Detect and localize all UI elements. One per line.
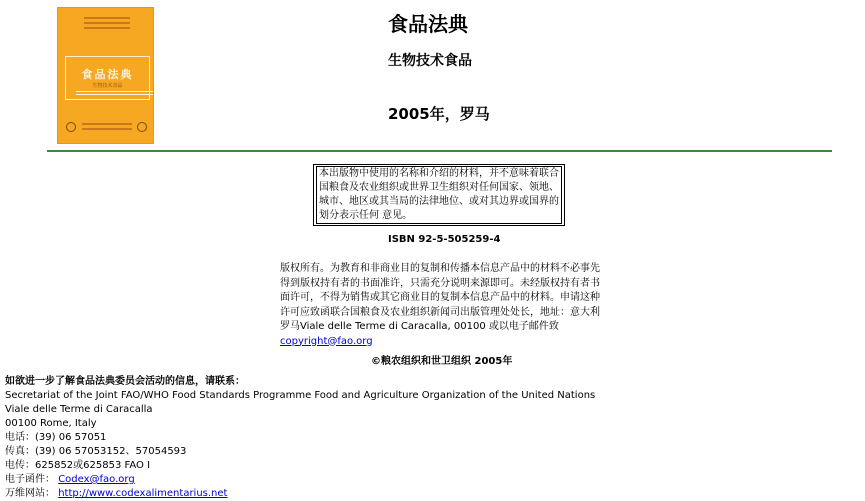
cover-title-band (65, 56, 150, 100)
page-title: 食品法典 (388, 12, 468, 36)
contact-telex-row (5, 459, 625, 473)
cover-footer-lines (82, 123, 132, 133)
fao-logo-icon (66, 122, 76, 132)
rights-text: 版权所有。为教育和非商业目的复制和传播本信息产品中的材料不必事先得到版权持有者的书面准许，只需充分说明来源即可。未经版权持有者书面许可，不得为销售或其它商业目的复制本信息产品中的材料。申请这种许可应致函联合国粮食及农业组织新闻司出版管理处处长，地址：意大利罗马Viale delle Terme di Caracalla, 00100 或以电子邮件致 (280, 263, 600, 332)
contact-street: Viale delle Terme di Caracalla (5, 404, 153, 415)
telex-value: 625852或625853 FAO I (35, 460, 151, 471)
codex-website-link[interactable]: http://www.codexalimentarius.net (58, 488, 228, 499)
cover-subtitle: 生物技术食品 (92, 83, 123, 89)
cover-title: 食品法典 (81, 68, 134, 81)
fax-label: 传真： (5, 446, 35, 457)
contact-email-row (5, 473, 625, 487)
phone-label: 电话： (5, 432, 35, 443)
page-subtitle: 生物技术食品 (388, 53, 472, 69)
contact-phone-row (5, 431, 625, 445)
cover-stripes (76, 91, 153, 97)
who-logo-icon (137, 122, 147, 132)
contact-city: 00100 Rome, Italy (5, 418, 97, 429)
book-cover-image (57, 7, 154, 144)
telex-label: 电传： (5, 460, 35, 471)
copyright-email-link[interactable]: copyright@fao.org (280, 335, 373, 347)
contact-web-row (5, 487, 625, 501)
contact-org: Secretariat of the Joint FAO/WHO Food Standards Programme Food and Agriculture Organization of the United Nations (5, 390, 596, 401)
rights-notice (280, 262, 605, 349)
divider-rule (47, 150, 832, 152)
cover-header-lines (84, 17, 130, 32)
codex-email-link[interactable]: Codex@fao.org (58, 474, 135, 485)
copyright-line: ©粮农组织和世卫组织 2005年 (371, 356, 513, 367)
contact-block (5, 375, 625, 501)
disclaimer-text: 本出版物中使用的名称和介绍的材料，并不意味着联合国粮食及农业组织或世界卫生组织对任何国家、领地、城市、地区或其当局的法律地位、或对其边界或国界的划分表示任何 意见。 (316, 166, 562, 224)
contact-fax-row (5, 445, 625, 459)
contact-heading: 如欲进一步了解食品法典委员会活动的信息，请联系： (5, 376, 245, 387)
email-label: 电子函件： (5, 474, 55, 485)
phone-value: (39) 06 57051 (35, 432, 107, 443)
year-place: 2005年，罗马 (388, 105, 490, 123)
web-label: 万维网站： (5, 488, 55, 499)
disclaimer-box (313, 164, 565, 226)
fax-value: (39) 06 57053152、57054593 (35, 446, 187, 457)
isbn: ISBN 92-5-505259-4 (388, 234, 501, 245)
